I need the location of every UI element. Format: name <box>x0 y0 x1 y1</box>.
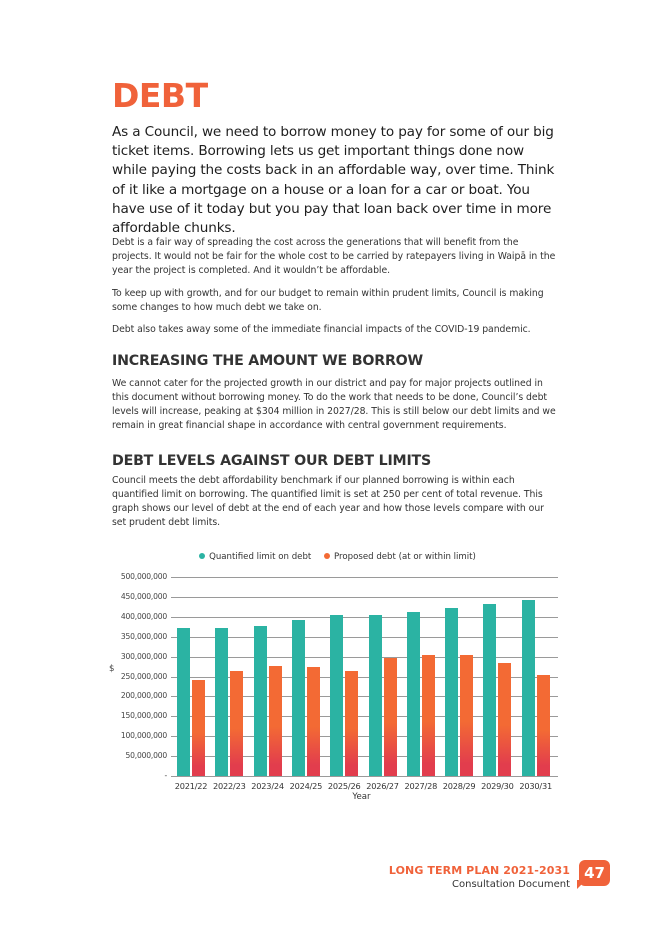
bar-limit <box>330 615 343 776</box>
x-tick-label: 2025/26 <box>327 781 361 791</box>
debt-bar-chart <box>105 548 570 808</box>
y-tick-label: 450,000,000 <box>120 591 167 601</box>
x-tick-label: 2026/27 <box>366 781 399 791</box>
bar-limit <box>522 600 535 776</box>
bar-debt <box>384 658 397 776</box>
y-tick-label: 250,000,000 <box>120 671 167 681</box>
section-heading-debt-limits: DEBT LEVELS AGAINST OUR DEBT LIMITS <box>112 453 432 469</box>
y-axis-label: $ <box>109 664 115 674</box>
x-tick-label: 2028/29 <box>442 781 476 791</box>
footer-subtitle: Consultation Document <box>452 879 570 890</box>
section-heading-borrow: INCREASING THE AMOUNT WE BORROW <box>112 353 423 369</box>
bar-limit <box>215 628 228 776</box>
y-tick-label: 150,000,000 <box>120 711 167 721</box>
legend-label: Quantified limit on debt <box>209 552 312 562</box>
bar-debt <box>460 655 473 776</box>
x-tick-label: 2023/24 <box>251 781 284 791</box>
footer-plan-title: LONG TERM PLAN 2021-2031 <box>388 864 570 877</box>
y-tick-label: 200,000,000 <box>120 691 167 701</box>
section-body-debt-limits: Council meets the debt affordability benchmark if our planned borrowing is within each quantified limit on borrowing. The quantified limit is set at 250 per cent of total revenue. This graph shows our level of debt at the end of each year and how those levels compare with our set prudent debt limits. <box>112 475 544 528</box>
legend-item-limit <box>199 552 311 562</box>
bar-limit <box>177 628 190 776</box>
legend-dot-icon <box>324 553 330 559</box>
gridline <box>171 617 558 618</box>
y-tick-label: 100,000,000 <box>120 731 167 741</box>
bar-limit <box>483 604 496 776</box>
y-tick-label: 50,000,000 <box>125 751 167 761</box>
legend-dot-icon <box>199 553 205 559</box>
legend-item-debt <box>324 552 476 562</box>
x-tick-label: 2022/23 <box>212 781 246 791</box>
lead-paragraph: As a Council, we need to borrow money to pay for some of our big ticket items. Borrowing lets us get important things done now while paying the costs back in an affordable way, over time. Think of it like a mortgage on a house or a loan for a car or boat. You have use of it today but you pay that loan back over time in more affordable chunks. <box>112 124 555 237</box>
body-paragraph: To keep up with growth, and for our budget to remain within prudent limits, Council is making some changes to how much debt we take on. <box>112 288 544 313</box>
bar-debt <box>345 671 358 776</box>
body-paragraph: Debt is a fair way of spreading the cost across the generations that will benefit from the projects. It would not be fair for the whole cost to be carried by ratepayers living in Waipā in the year the project is completed. And it wouldn’t be affordable. <box>112 237 556 276</box>
x-tick-label: 2027/28 <box>404 781 438 791</box>
x-tick-label: 2024/25 <box>289 781 323 791</box>
section-body-borrow: We cannot cater for the projected growth in our district and pay for major projects outlined in this document without borrowing money. To do the work that needs to be done, Council’s debt levels will increase, peaking at $304 million in 2027/28. This is still below our debt limits and we remain in great financial shape in accordance with central government requirements. <box>112 378 556 431</box>
chart-legend <box>105 552 570 562</box>
bar-limit <box>254 626 267 776</box>
y-tick-label: 500,000,000 <box>120 572 167 581</box>
bar-limit <box>445 608 458 776</box>
bar-debt <box>537 675 550 776</box>
y-tick-label: 300,000,000 <box>120 651 167 661</box>
x-axis-label: Year <box>352 792 371 802</box>
bar-debt <box>230 671 243 776</box>
bar-limit <box>407 612 420 776</box>
y-tick-label: - <box>164 771 167 780</box>
gridline <box>171 597 558 598</box>
x-tick-label: 2021/22 <box>174 781 208 791</box>
bar-debt <box>422 655 435 776</box>
x-tick-label: 2030/31 <box>519 781 552 791</box>
x-tick-label: 2029/30 <box>481 781 514 791</box>
bar-debt <box>498 663 511 776</box>
bar-limit <box>369 615 382 776</box>
x-axis-line <box>171 776 558 777</box>
gridline <box>171 577 558 578</box>
bar-debt <box>269 666 282 776</box>
y-tick-label: 400,000,000 <box>120 611 167 621</box>
gridline <box>171 657 558 658</box>
page-number-badge: 47 <box>579 860 610 886</box>
bar-debt <box>307 667 320 776</box>
gridline <box>171 637 558 638</box>
legend-label: Proposed debt (at or within limit) <box>334 552 476 562</box>
page-title: DEBT <box>112 76 208 115</box>
body-paragraph: Debt also takes away some of the immediate financial impacts of the COVID-19 pandemic. <box>112 324 531 335</box>
bar-debt <box>192 680 205 776</box>
y-tick-label: 350,000,000 <box>120 631 167 641</box>
bar-limit <box>292 620 305 776</box>
